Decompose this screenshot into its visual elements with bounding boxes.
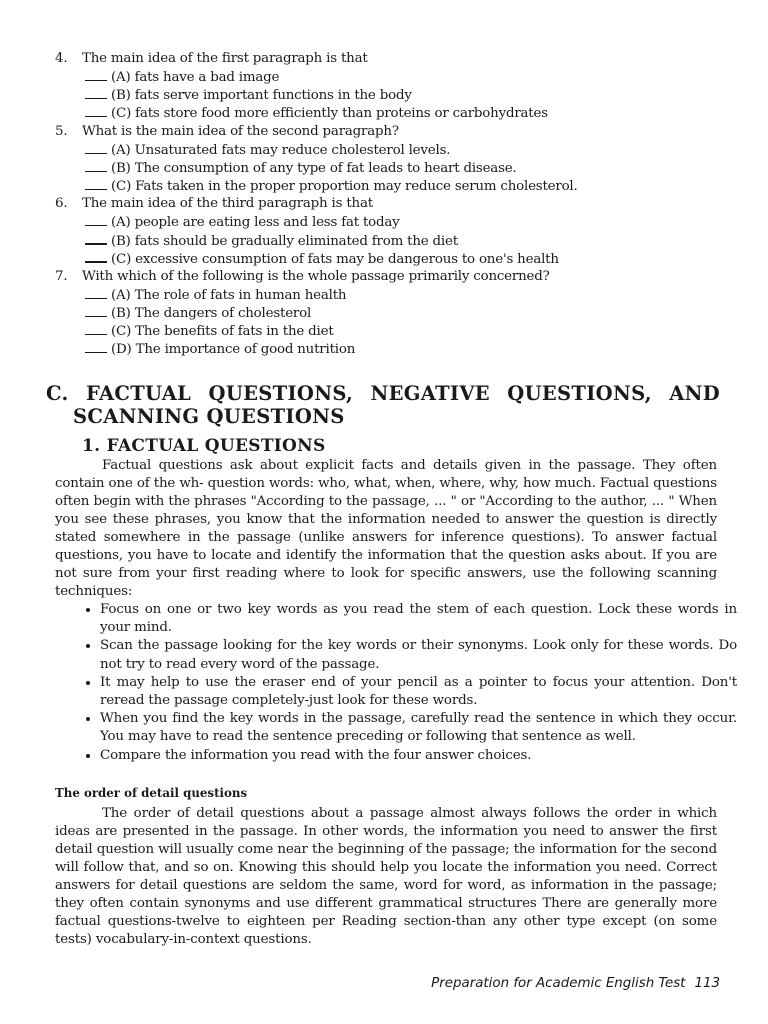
answer-blank[interactable] [85, 86, 107, 99]
order-heading: The order of detail questions [55, 786, 248, 800]
answer-blank[interactable] [85, 141, 107, 154]
answer-blank[interactable] [85, 213, 107, 226]
list-item: • Compare the information you read with the four answer choices. [100, 747, 737, 765]
book-title: Preparation for Academic English Test [431, 976, 686, 991]
option-text: (B) fats serve important functions in the body [111, 88, 412, 103]
question-4-stem [55, 50, 368, 68]
option-text: (D) The importance of good nutrition [111, 342, 356, 357]
answer-blank[interactable] [85, 68, 107, 81]
list-item: • When you find the key words in the passage, carefully read the sentence in which they occur. You may have to read the sentence preceding or following that sentence as well. [100, 710, 737, 746]
question-6-stem [55, 195, 373, 213]
order-paragraph: The order of detail questions about a passage almost always follows the order in which ideas are presented in the passage. In other words, the information you need to answer the first detail question will usually come near the beginning of the passage; the information for the second will follow that, and so on. Knowing this should help you locate the information you need. Correct answers for detail questions are seldom the same, word for word, as information in the passage; they often contain synonyms and use different grammatical structures There are generally more factual questions-twelve to eighteen per Reading section-than any other type except (on some tests) vocabulary-in-context questions. [55, 806, 717, 947]
section-title: C. FACTUAL QUESTIONS, NEGATIVE QUESTIONS, AND [46, 382, 720, 405]
question-text: With which of the following is the whole passage primarily concerned? [82, 269, 550, 284]
answer-option[interactable] [85, 141, 450, 160]
answer-blank[interactable] [85, 231, 107, 245]
option-text: (C) Fats taken in the proper proportion may reduce serum cholesterol. [111, 179, 578, 194]
intro-paragraph: Factual questions ask about explicit facts and details given in the passage. They often contain one of the wh- question words: who, what, when, where, why, how much. Factual questions often begin with the phrases "According to the passage, ... " or "According to the author, ... " When you see these phrases, you know that the information needed to answer the question is directly stated somewhere in the passage (unlike answers for inference questions). To answer factual questions, you have to locate and identify the information that the question asks about. If you are not sure from your first reading where to look for specific answers, use the following scanning techniques: [55, 458, 717, 599]
answer-blank[interactable] [85, 286, 107, 299]
subsection-title: 1. FACTUAL QUESTIONS [82, 436, 326, 456]
answer-blank[interactable] [85, 249, 107, 263]
option-text: (B) The dangers of cholesterol [111, 306, 312, 321]
question-7-stem [55, 268, 550, 286]
answer-blank[interactable] [85, 104, 107, 117]
page-number: 113 [694, 976, 720, 991]
scanning-techniques-list [80, 601, 737, 765]
option-text: (A) Unsaturated fats may reduce cholesterol levels. [111, 143, 451, 158]
answer-option[interactable] [85, 231, 458, 251]
answer-option[interactable] [85, 177, 578, 196]
answer-option[interactable] [85, 86, 412, 105]
question-number: 5. [55, 124, 68, 139]
list-item: • Focus on one or two key words as you read the stem of each question. Lock these words in your mind. [100, 601, 737, 637]
page-footer [431, 976, 720, 991]
answer-blank[interactable] [85, 304, 107, 317]
answer-option[interactable] [85, 286, 346, 305]
answer-blank[interactable] [85, 340, 107, 353]
question-text: The main idea of the third paragraph is that [82, 196, 373, 211]
option-text: (A) fats have a bad image [111, 70, 280, 85]
section-title-continued: SCANNING QUESTIONS [73, 405, 345, 428]
answer-option[interactable] [85, 304, 311, 323]
answer-blank[interactable] [85, 322, 107, 335]
answer-option[interactable] [85, 159, 517, 178]
answer-option[interactable] [85, 213, 400, 232]
question-number: 4. [55, 51, 68, 66]
option-text: (B) The consumption of any type of fat leads to heart disease. [111, 161, 517, 176]
question-5-stem [55, 123, 399, 141]
answer-option[interactable] [85, 340, 355, 359]
question-number: 6. [55, 196, 68, 211]
list-item: • It may help to use the eraser end of your pencil as a pointer to focus your attention. Don't reread the passage completely-just look for these words. [100, 674, 737, 710]
option-text: (A) people are eating less and less fat today [111, 215, 400, 230]
question-text: What is the main idea of the second paragraph? [82, 124, 399, 139]
answer-option[interactable] [85, 322, 334, 341]
option-text: (C) excessive consumption of fats may be dangerous to one's health [111, 252, 559, 267]
question-text: The main idea of the first paragraph is that [82, 51, 368, 66]
answer-blank[interactable] [85, 177, 107, 190]
answer-option[interactable] [85, 68, 279, 87]
answer-option[interactable] [85, 104, 548, 123]
list-item: • Scan the passage looking for the key words or their synonyms. Look only for these words. Do not try to read every word of the passage. [100, 637, 737, 673]
option-text: (B) fats should be gradually eliminated from the diet [111, 234, 458, 249]
question-number: 7. [55, 269, 68, 284]
answer-option[interactable] [85, 249, 559, 269]
option-text: (C) fats store food more efficiently than proteins or carbohydrates [111, 106, 548, 121]
option-text: (A) The role of fats in human health [111, 288, 347, 303]
answer-blank[interactable] [85, 159, 107, 172]
option-text: (C) The benefits of fats in the diet [111, 324, 334, 339]
